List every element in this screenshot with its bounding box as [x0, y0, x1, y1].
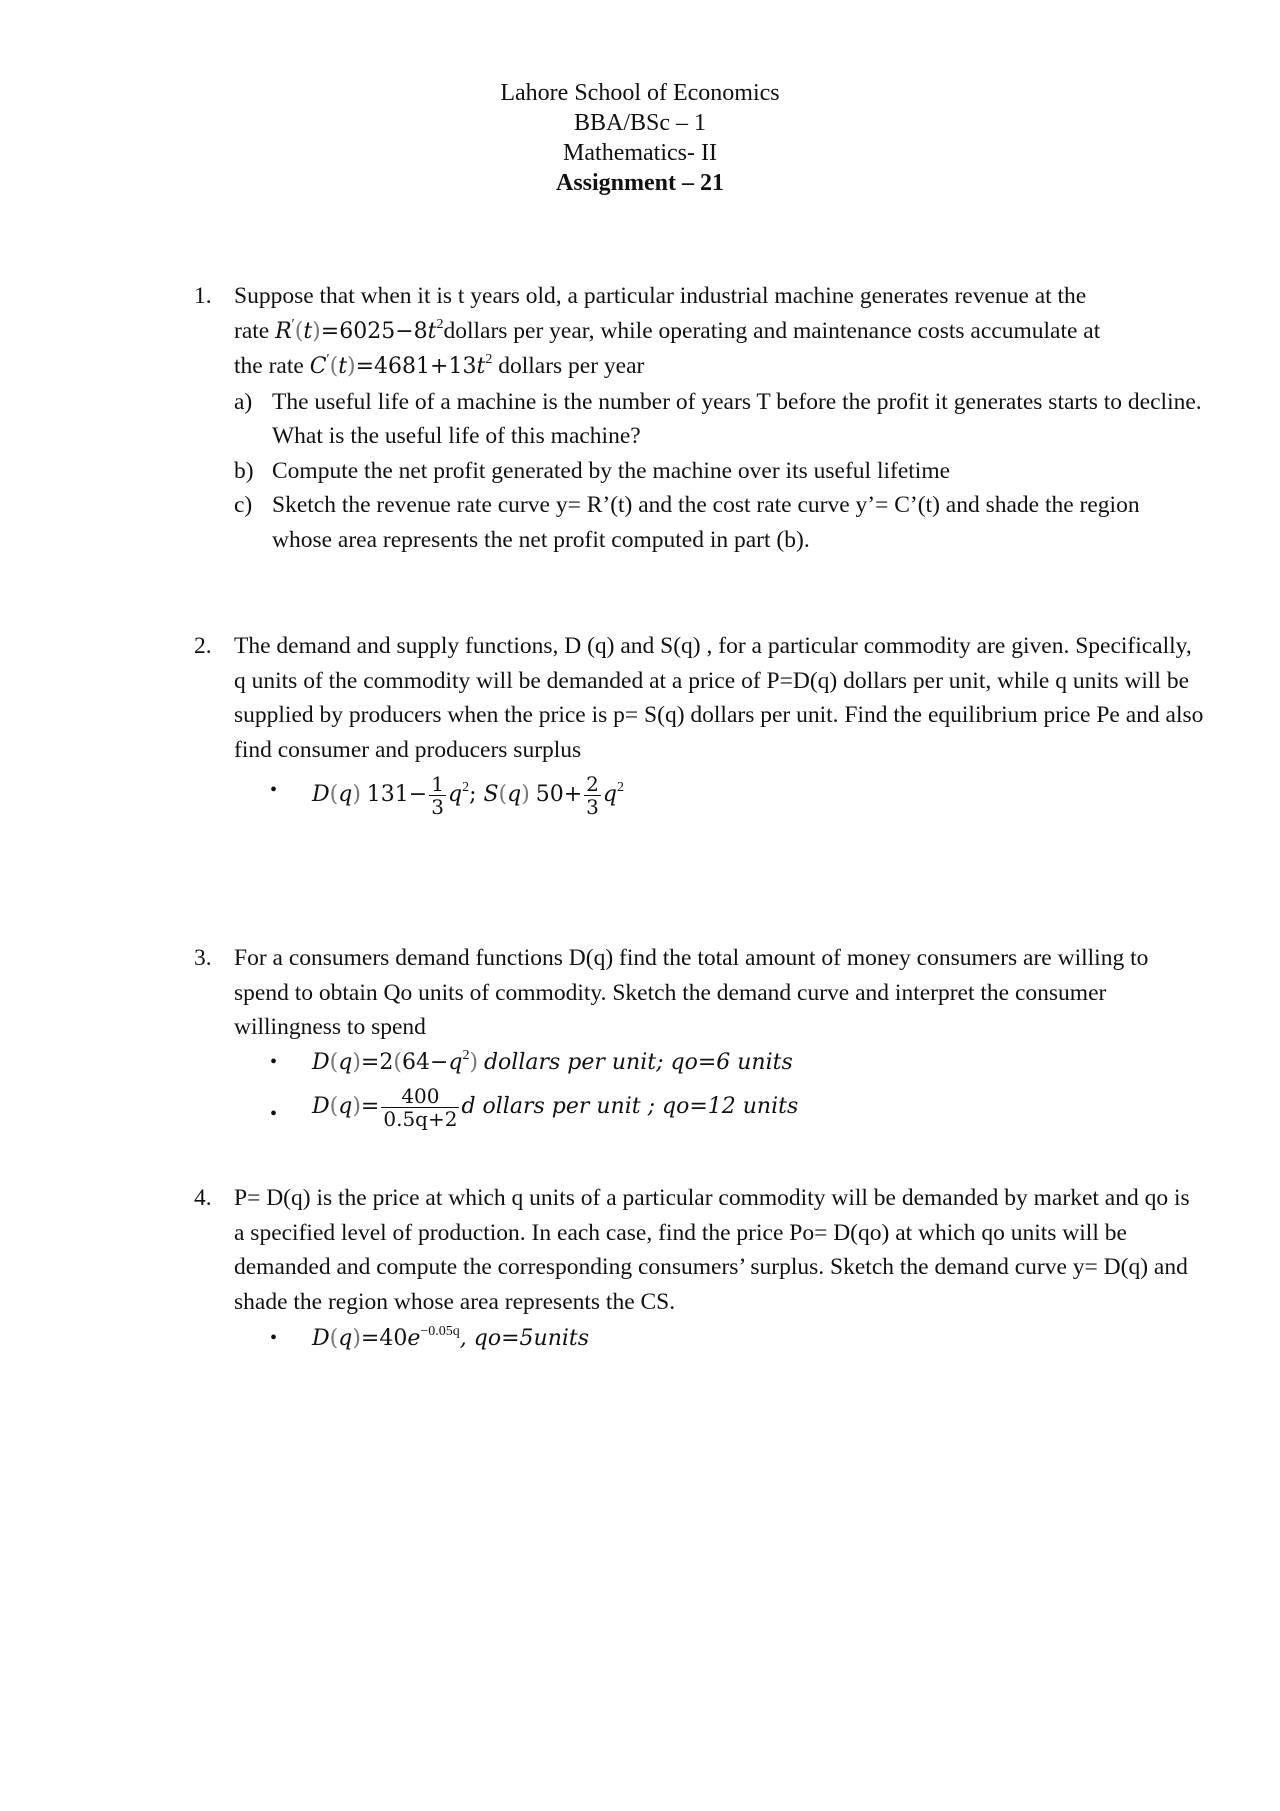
variable-t: t	[476, 354, 486, 379]
fraction-one-third: $\frac{1}{3}$	[431, 772, 444, 819]
sub-label: b)	[234, 457, 254, 484]
bullet: •	[270, 1102, 278, 1125]
constant: 131−	[366, 781, 428, 807]
exponent: 2	[436, 316, 444, 332]
school-name: Lahore School of Economics	[500, 80, 780, 106]
variable-q: q	[338, 1049, 353, 1075]
constant: 50+	[535, 781, 583, 807]
formula-bullet: • D(q) 131− $\frac{1}{3}$ $q^2$; S(q) 50+ $\frac{2}{3}$ $q^2$	[270, 772, 624, 819]
supply-symbol: S	[483, 781, 499, 807]
demand-symbol: D	[312, 1326, 330, 1351]
variable-q: q	[602, 781, 617, 807]
program-name: BBA/BSc – 1	[573, 110, 707, 136]
prime-mark: ′	[291, 316, 295, 332]
question-number: 4.	[194, 1185, 212, 1211]
variable-t: t	[303, 318, 313, 344]
paren: )	[347, 354, 356, 379]
exponent: 2	[485, 352, 493, 367]
sub-questions	[194, 385, 1204, 558]
bullet: •	[270, 1327, 278, 1349]
exponent: 2	[462, 1047, 470, 1063]
question-number: 2.	[194, 633, 212, 659]
question-4	[194, 1181, 1204, 1361]
course-name: Mathematics- II	[563, 140, 717, 166]
sub-label: a)	[234, 388, 253, 415]
variable-t: t	[338, 354, 348, 379]
cost-symbol: C	[309, 354, 327, 379]
question-number: 3.	[194, 945, 212, 971]
variable-q: q	[338, 1326, 353, 1351]
question-2	[194, 629, 1204, 819]
demand-symbol: D	[312, 1093, 330, 1119]
variable-q: q	[448, 1049, 463, 1075]
equals-sign: =	[360, 1093, 380, 1119]
text-span: rate	[234, 317, 276, 344]
units-text: d ollars per unit ; qo=12 units	[461, 1093, 799, 1119]
exponent: 2	[616, 779, 624, 795]
formula-bullet: • $D(q)=40e^{-0.05q}$, qo=5units	[194, 1321, 1204, 1361]
question-1	[194, 279, 1204, 557]
demand-symbol: D	[312, 1049, 330, 1075]
paren: (	[329, 354, 339, 379]
equals-constant: =2	[360, 1049, 394, 1075]
exponent: 2	[462, 779, 470, 795]
paren: (	[294, 318, 304, 344]
revenue-symbol: R	[275, 318, 292, 344]
sub-question-b	[194, 454, 1204, 489]
sub-text: Compute the net profit generated by the machine over its useful lifetime	[272, 457, 951, 484]
document-header	[0, 78, 1280, 198]
formula-bullet-1: • $D(q)=2(64-q^2)$ dollars per unit; qo=6 units	[194, 1045, 1204, 1085]
units-text: dollars per unit; qo=6 units	[483, 1049, 793, 1075]
paren: )	[312, 318, 321, 344]
question-text: For a consumers demand functions D(q) find the total amount of money consumers are willing to spend to obtain Qo units of commodity. Sketch the demand curve and interpret the consumer willingness to spend	[234, 945, 1149, 1040]
sub-text: The useful life of a machine is the number of years T before the profit it generates starts to decline. What is the useful life of this machine?	[272, 388, 1202, 449]
question-number: 1.	[194, 283, 212, 309]
exponent: −0.05q	[420, 1324, 460, 1339]
euler-e: e	[407, 1326, 421, 1351]
equals-constant: =40	[360, 1326, 408, 1351]
revenue-expression: =6025−8	[320, 318, 428, 344]
variable-q: q	[338, 781, 353, 807]
bullet: •	[270, 779, 278, 801]
fraction-two-thirds: $\frac{2}{3}$	[586, 772, 599, 819]
question-3	[194, 941, 1204, 1137]
constant: 64−	[401, 1049, 449, 1075]
separator: ;	[469, 781, 484, 807]
demand-symbol: D	[312, 781, 330, 807]
question-text	[234, 279, 1204, 385]
fraction-price: $\frac{400}{0.5q+2}$	[383, 1083, 458, 1131]
question-text: P= D(q) is the price at which q units of a particular commodity will be demanded by market and qo is a specified level of production. In each case, find the price Po= D(qo) at which qo units will be demanded and compute the corresponding consumers’ surplus. Sketch the demand curve y= D(q) and shade the region whose area represents the CS.	[234, 1185, 1190, 1315]
sub-text: Sketch the revenue rate curve y= R’(t) and the cost rate curve y’= C’(t) and shade the region whose area represents the net profit computed in part (b).	[272, 492, 1140, 553]
text-span: the rate	[234, 353, 310, 379]
units-text: , qo=5units	[459, 1326, 590, 1351]
text-span: dollars per year	[492, 353, 645, 379]
sub-question-c	[194, 488, 1204, 557]
q1-line-2	[234, 314, 1204, 350]
variable-t: t	[427, 318, 437, 344]
prime-mark: ′	[326, 352, 330, 367]
variable-q: q	[447, 781, 463, 807]
q1-line-3	[234, 349, 1204, 385]
sub-label: c)	[234, 492, 253, 518]
bullet: •	[270, 1050, 278, 1073]
q1-line-1: Suppose that when it is t years old, a particular industrial machine generates revenue at the	[234, 283, 1087, 309]
formula-bullet-2: • D(q)= $\frac{400}{0.5q+2}$ d ollars per unit ; qo=12 units	[270, 1083, 799, 1131]
variable-q: q	[338, 1093, 353, 1119]
text-span: dollars per year, while operating and maintenance costs accumulate at	[443, 317, 1101, 344]
question-text: The demand and supply functions, D (q) and S(q) , for a particular commodity are given. Specifically, q units of the commodity will be demanded at a price of P=D(q) dollars per unit, while q units will be supplied by producers when the price is p= S(q) dollars per unit. Find the equilibrium price Pe and also find consumer and producers surplus	[234, 633, 1204, 763]
variable-q: q	[507, 781, 522, 807]
assignment-title: Assignment – 21	[555, 170, 724, 196]
cost-expression: =4681+13	[355, 354, 477, 379]
sub-question-a	[194, 385, 1204, 454]
